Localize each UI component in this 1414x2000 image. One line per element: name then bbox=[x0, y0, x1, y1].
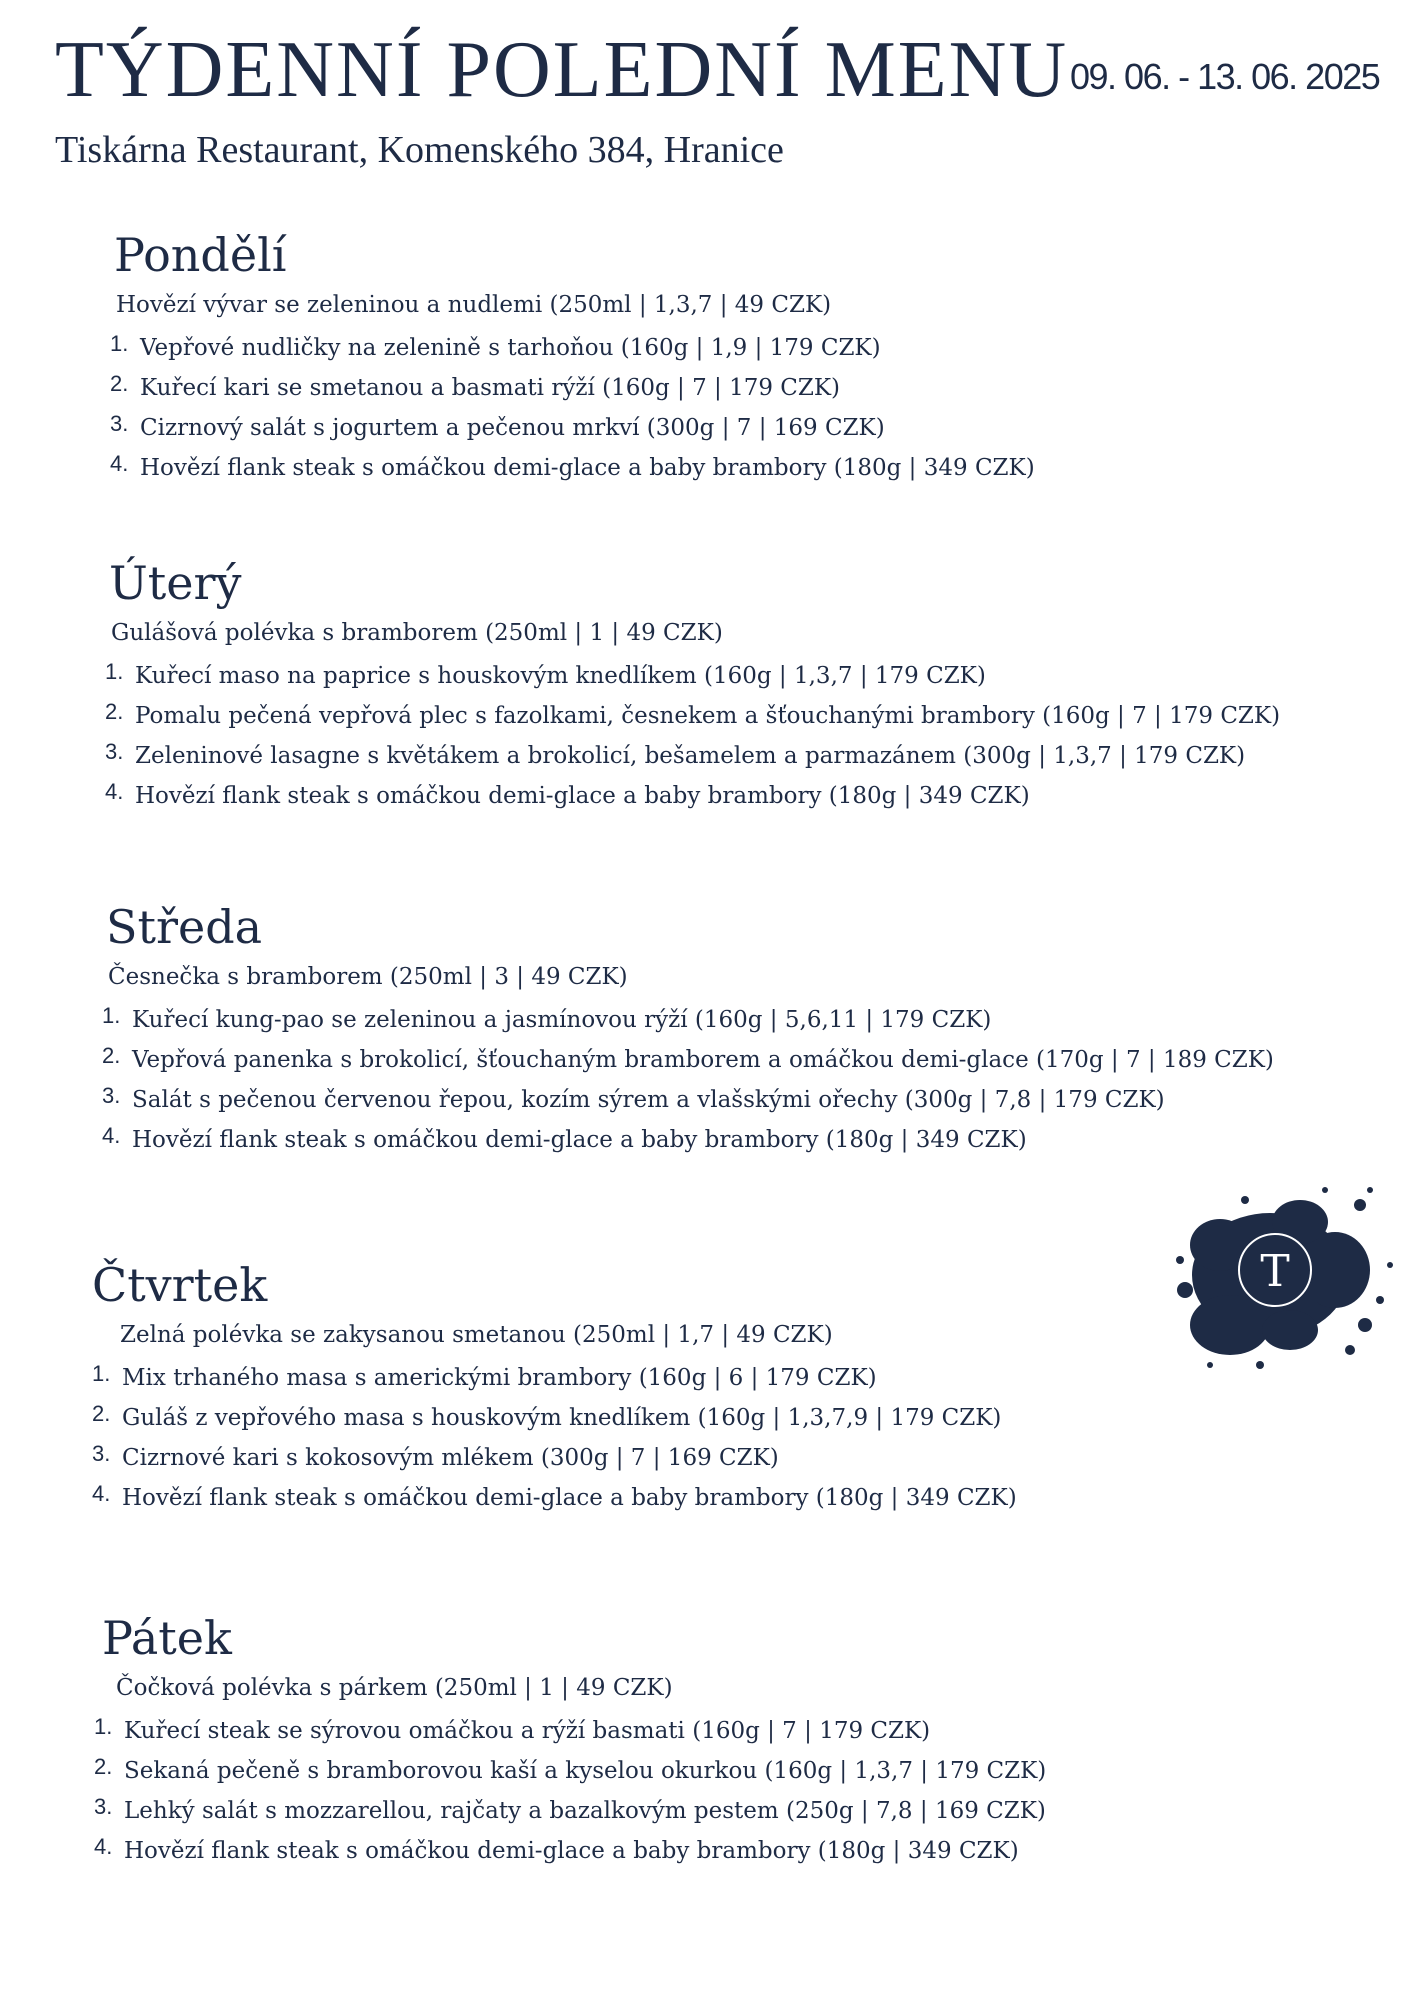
restaurant-address: Tiskárna Restaurant, Komenského 384, Hranice bbox=[55, 129, 784, 171]
meal-number: 4. bbox=[94, 1834, 113, 1859]
meal-item bbox=[102, 1080, 1392, 1120]
meal-number: 3. bbox=[94, 1794, 113, 1819]
meal-item bbox=[110, 448, 1400, 488]
meal-text: Sekaná pečeně s bramborovou kaší a kyselou okurkou (160g | 1,3,7 | 179 CZK) bbox=[124, 1758, 1047, 1784]
meal-text: Hovězí flank steak s omáčkou demi-glace a baby brambory (180g | 349 CZK) bbox=[122, 1485, 1017, 1511]
meal-item bbox=[105, 776, 1395, 816]
day-section-wednesday bbox=[92, 900, 1392, 1160]
meal-text: Pomalu pečená vepřová plec s fazolkami, česnekem a šťouchanými brambory (160g | 7 | 179 CZK) bbox=[135, 703, 1281, 729]
meal-text: Kuřecí kung-pao se zeleninou a jasmínovou rýží (160g | 5,6,11 | 179 CZK) bbox=[132, 1007, 992, 1033]
day-section-friday bbox=[88, 1611, 1388, 1871]
meal-item bbox=[94, 1791, 1388, 1831]
meal-number: 1. bbox=[105, 659, 124, 684]
meal-text: Hovězí flank steak s omáčkou demi-glace a baby brambory (180g | 349 CZK) bbox=[132, 1127, 1027, 1153]
soup-item: Gulášová polévka s bramborem (250ml | 1 | 49 CZK) bbox=[111, 620, 723, 646]
meal-item bbox=[105, 656, 1395, 696]
day-section-monday bbox=[100, 228, 1400, 488]
meal-text: Cizrnové kari s kokosovým mlékem (300g | 7 | 169 CZK) bbox=[122, 1445, 779, 1471]
meal-item bbox=[92, 1398, 1378, 1438]
meal-text: Kuřecí kari se smetanou a basmati rýží (160g | 7 | 179 CZK) bbox=[140, 375, 841, 401]
menu-header bbox=[55, 26, 1394, 172]
meal-text: Zeleninové lasagne s květákem a brokolicí, bešamelem a parmazánem (300g | 1,3,7 | 179 CZK) bbox=[135, 743, 1246, 769]
day-title: Pátek bbox=[102, 1611, 232, 1665]
meal-item bbox=[105, 736, 1395, 776]
meal-text: Vepřová panenka s brokolicí, šťouchaným bramborem a omáčkou demi-glace (170g | 7 | 189 CZK) bbox=[132, 1047, 1274, 1073]
meal-item bbox=[110, 368, 1400, 408]
meal-text: Hovězí flank steak s omáčkou demi-glace a baby brambory (180g | 349 CZK) bbox=[135, 783, 1030, 809]
soup-item: Hovězí vývar se zeleninou a nudlemi (250ml | 1,3,7 | 49 CZK) bbox=[116, 292, 832, 318]
day-title: Pondělí bbox=[114, 228, 287, 282]
day-section-tuesday bbox=[95, 556, 1395, 816]
meal-list bbox=[100, 328, 1400, 488]
meal-number: 2. bbox=[110, 371, 129, 396]
meal-text: Cizrnový salát s jogurtem a pečenou mrkví (300g | 7 | 169 CZK) bbox=[140, 415, 885, 441]
meal-item bbox=[94, 1711, 1388, 1751]
day-title: Úterý bbox=[109, 556, 242, 610]
meal-item bbox=[110, 408, 1400, 448]
soup-item: Zelná polévka se zakysanou smetanou (250ml | 1,7 | 49 CZK) bbox=[120, 1322, 833, 1348]
meal-text: Kuřecí steak se sýrovou omáčkou a rýží basmati (160g | 7 | 179 CZK) bbox=[124, 1718, 931, 1744]
day-title: Středa bbox=[106, 900, 263, 954]
meal-text: Hovězí flank steak s omáčkou demi-glace a baby brambory (180g | 349 CZK) bbox=[140, 455, 1035, 481]
meal-number: 2. bbox=[94, 1754, 113, 1779]
meal-item bbox=[102, 1000, 1392, 1040]
meal-number: 3. bbox=[110, 411, 129, 436]
meal-text: Mix trhaného masa s americkými brambory (160g | 6 | 179 CZK) bbox=[122, 1365, 877, 1391]
meal-text: Salát s pečenou červenou řepou, kozím sýrem a vlašskými ořechy (300g | 7,8 | 179 CZK) bbox=[132, 1087, 1165, 1113]
meal-text: Guláš z vepřového masa s houskovým knedlíkem (160g | 1,3,7,9 | 179 CZK) bbox=[122, 1405, 1002, 1431]
soup-item: Čočková polévka s párkem (250ml | 1 | 49 CZK) bbox=[116, 1675, 673, 1701]
meal-number: 1. bbox=[92, 1361, 111, 1386]
meal-item bbox=[92, 1478, 1378, 1518]
meal-item bbox=[92, 1438, 1378, 1478]
meal-number: 2. bbox=[105, 699, 124, 724]
meal-number: 3. bbox=[92, 1441, 111, 1466]
meal-number: 4. bbox=[110, 451, 129, 476]
soup-item: Česnečka s bramborem (250ml | 3 | 49 CZK) bbox=[108, 964, 628, 990]
day-title: Čtvrtek bbox=[92, 1258, 268, 1312]
meal-number: 1. bbox=[102, 1003, 121, 1028]
menu-dates: 09. 06. - 13. 06. 2025 bbox=[1070, 56, 1380, 97]
meal-number: 4. bbox=[102, 1123, 121, 1148]
meal-item bbox=[102, 1040, 1392, 1080]
meal-item bbox=[105, 696, 1395, 736]
logo-letter: T bbox=[1260, 1246, 1290, 1297]
meal-item bbox=[94, 1831, 1388, 1871]
meal-number: 4. bbox=[92, 1481, 111, 1506]
meal-number: 4. bbox=[105, 779, 124, 804]
meal-list bbox=[88, 1711, 1388, 1871]
meal-number: 3. bbox=[105, 739, 124, 764]
meal-item bbox=[110, 328, 1400, 368]
restaurant-logo-icon bbox=[1150, 1150, 1400, 1400]
meal-text: Lehký salát s mozzarellou, rajčaty a bazalkovým pestem (250g | 7,8 | 169 CZK) bbox=[124, 1798, 1046, 1824]
meal-number: 2. bbox=[92, 1401, 111, 1426]
meal-number: 2. bbox=[102, 1043, 121, 1068]
meal-item bbox=[94, 1751, 1388, 1791]
meal-number: 1. bbox=[110, 331, 129, 356]
meal-text: Kuřecí maso na paprice s houskovým knedlíkem (160g | 1,3,7 | 179 CZK) bbox=[135, 663, 986, 689]
meal-number: 1. bbox=[94, 1714, 113, 1739]
menu-title: TÝDENNÍ POLEDNÍ MENU bbox=[55, 26, 1069, 114]
meal-text: Vepřové nudličky na zelenině s tarhoňou (160g | 1,9 | 179 CZK) bbox=[140, 335, 881, 361]
meal-number: 3. bbox=[102, 1083, 121, 1108]
meal-list bbox=[92, 1000, 1392, 1160]
meal-text: Hovězí flank steak s omáčkou demi-glace a baby brambory (180g | 349 CZK) bbox=[124, 1838, 1019, 1864]
meal-list bbox=[95, 656, 1395, 816]
